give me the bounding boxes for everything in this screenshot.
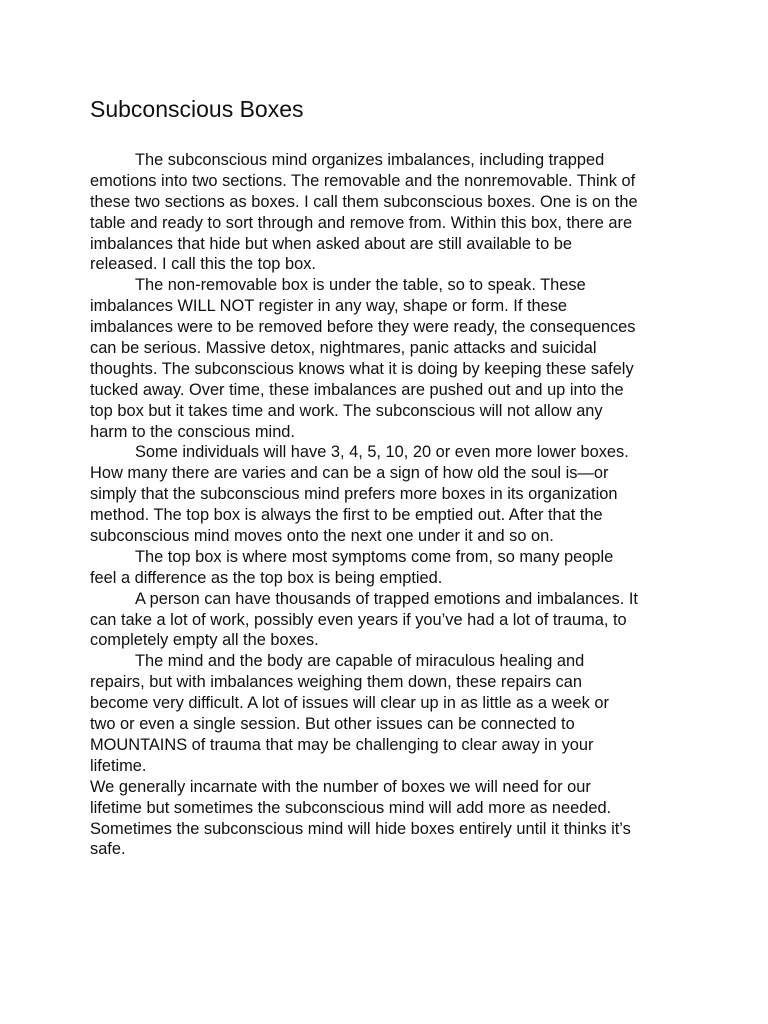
text-line: subconscious mind moves onto the next one under it and so on. <box>90 527 554 546</box>
text-line: imbalances WILL NOT register in any way, shape or form. If these <box>90 297 568 316</box>
text-line: can take a lot of work, possibly even years if you’ve had a lot of trauma, to <box>90 610 627 629</box>
text-line: MOUNTAINS of trauma that may be challenging to clear away in your <box>90 735 594 754</box>
text-line: become very difficult. A lot of issues will clear up in as little as a week or <box>90 694 609 713</box>
text-line: The subconscious mind organizes imbalances, including trapped <box>135 151 605 169</box>
text-line: simply that the subconscious mind prefers more boxes in its organization <box>90 485 618 504</box>
text-line: lifetime but sometimes the subconscious mind will add more as needed. <box>90 798 612 817</box>
text-line: these two sections as boxes. I call them subconscious boxes. One is on the <box>90 192 638 211</box>
text-line: imbalances that hide but when asked about are still available to be <box>90 234 573 253</box>
text-line: How many there are varies and can be a sign of how old the soul is—or <box>90 464 609 483</box>
text-line: imbalances were to be removed before they were ready, the consequences <box>90 318 636 337</box>
text-line: The non-removable box is under the table, so to speak. These <box>135 276 586 295</box>
text-line: two or even a single session. But other issues can be connected to <box>90 715 575 734</box>
text-line: completely empty all the boxes. <box>90 631 319 650</box>
text-line: tucked away. Over time, these imbalances are pushed out and up into the <box>90 380 624 399</box>
text-line: We generally incarnate with the number of boxes we will need for our <box>90 777 591 796</box>
text-line: repairs, but with imbalances weighing them down, these repairs can <box>90 673 582 692</box>
text-line: thoughts. The subconscious knows what it is doing by keeping these safely <box>90 359 634 378</box>
page-title: Subconscious Boxes <box>90 96 304 122</box>
body-text <box>90 150 690 860</box>
text-line: can be serious. Massive detox, nightmares, panic attacks and suicidal <box>90 339 597 358</box>
text-line: The mind and the body are capable of miraculous healing and <box>135 652 585 671</box>
text-line: feel a difference as the top box is being emptied. <box>90 568 443 587</box>
text-line: method. The top box is always the first to be emptied out. After that the <box>90 506 603 525</box>
text-line: safe. <box>90 840 126 859</box>
text-line: A person can have thousands of trapped emotions and imbalances. It <box>135 589 638 608</box>
text-line: Sometimes the subconscious mind will hide boxes entirely until it thinks it’s <box>90 819 631 838</box>
text-line: The top box is where most symptoms come from, so many people <box>135 547 614 566</box>
text-line: lifetime. <box>90 756 147 775</box>
text-line: top box but it takes time and work. The subconscious will not allow any <box>90 401 603 420</box>
text-line: Some individuals will have 3, 4, 5, 10, 20 or even more lower boxes. <box>135 443 629 462</box>
text-line: harm to the conscious mind. <box>90 422 295 441</box>
text-line: table and ready to sort through and remove from. Within this box, there are <box>90 213 633 232</box>
text-line: emotions into two sections. The removable and the nonremovable. Think of <box>90 171 636 190</box>
text-line: released. I call this the top box. <box>90 255 316 274</box>
